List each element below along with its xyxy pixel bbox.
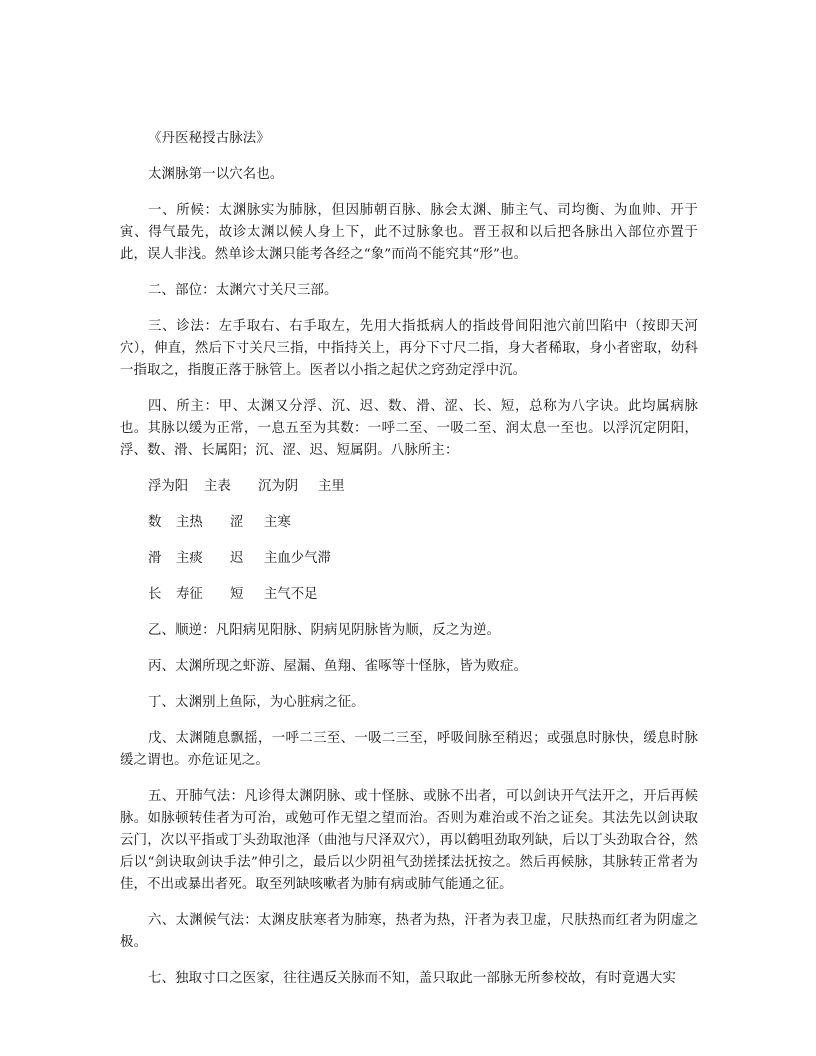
paragraph-7: 丁、太渊别上鱼际，为心脏病之征。 <box>148 695 365 710</box>
pulse-row <box>148 548 698 570</box>
paragraph-6: 丙、太渊所现之虾游、屋漏、鱼翔、雀啄等十怪脉，皆为败症。 <box>148 659 528 674</box>
paragraph-10: 六、太渊候气法：太渊皮肤寒者为肺寒，热者为热，汗者为表卫虚，尺肤热而红者为阴虚之极。 <box>120 913 698 950</box>
paragraph-3: 三、诊法：左手取右、右手取左，先用大指抵病人的指歧骨间阳池穴前凹陷中（按即天河穴），伸直，然后下寸关尺三指，中指持关上，再分下寸尺二指，身大者稀取，身小者密取，幼科一指取之，指腹正落于脉管上。医者以小指之起伏之窍劲定浮中沉。 <box>120 319 698 378</box>
pulse-meaning: 主表 <box>204 479 231 494</box>
pulse-name: 沉为阴 <box>258 479 299 494</box>
pulse-meaning: 主痰 <box>176 551 203 566</box>
paragraph-1: 一、所候：太渊脉实为肺脉，但因肺朝百脉、脉会太渊、肺主气、司均衡、为血帅、开于寅、得气最先，故诊太渊以候人身上下，此不过脉象也。晋王叔和以后把各脉出入部位亦置于此，误人非浅。然单诊太渊只能考各经之“象”而尚不能究其“形”也。 <box>120 203 698 262</box>
paragraph-9: 五、开肺气法：凡诊得太渊阴脉、或十怪脉、或脉不出者，可以剑诀开气法开之，开后再候脉。如脉顿转佳者为可治，或勉可作无望之望而治。否则为难治或不治之证矣。其法先以剑诀取云门，次以平指或丁头劲取池泽（曲池与尺泽双穴），再以鹤咀劲取列缺，后以丁头劲取合谷，然后以“剑诀取剑诀手法”伸引之，最后以少阴祖气劲搓揉法抚按之。然后再候脉，其脉转正常者为佳，不出或暴出者死。取至列缺咳嗽者为肺有病或肺气能通之征。 <box>120 789 698 892</box>
pulse-name: 浮为阳 <box>148 479 189 494</box>
paragraph-4: 四、所主：甲、太渊又分浮、沉、迟、数、滑、涩、长、短，总称为八字诀。此均属病脉也。其脉以缓为正常，一息五至为其数：一呼二至、一吸二至、润太息一至也。以浮沉定阴阳，浮、数、滑、长属阳；沉、涩、迟、短属阴。八脉所主： <box>120 399 698 458</box>
pulse-row <box>148 512 698 534</box>
paragraph-5: 乙、顺逆：凡阳病见阳脉、阴病见阴脉皆为顺，反之为逆。 <box>148 623 501 638</box>
pulse-name: 短 <box>230 587 244 602</box>
paragraph-11: 七、独取寸口之医家，往往遇反关脉而不知，盖只取此一部脉无所参校故，有时竟遇大实 <box>148 971 677 986</box>
pulse-name: 长 <box>148 587 162 602</box>
pulse-meaning: 主气不足 <box>264 587 318 602</box>
pulse-meaning: 主里 <box>318 479 345 494</box>
document-page <box>120 128 698 1004</box>
pulse-name: 涩 <box>230 515 244 530</box>
pulse-name: 迟 <box>230 551 244 566</box>
pulse-meaning: 主热 <box>176 515 203 530</box>
pulse-row <box>148 476 698 498</box>
paragraph-8: 戊、太渊随息飘摇，一呼二三至、一吸二三至，呼吸间脉至稍迟；或强息时脉快，缓息时脉缓之谓也。亦危证见之。 <box>120 731 698 768</box>
pulse-name: 数 <box>148 515 162 530</box>
pulse-meaning: 寿征 <box>176 587 203 602</box>
section-heading: 太渊脉第一以穴名也。 <box>148 167 284 182</box>
pulse-row <box>148 584 698 606</box>
document-title: 《丹医秘授古脉法》 <box>148 131 270 146</box>
pulse-meaning: 主血少气滞 <box>264 551 331 566</box>
pulse-meaning: 主寒 <box>264 515 291 530</box>
pulse-name: 滑 <box>148 551 162 566</box>
paragraph-2: 二、部位：太渊穴寸关尺三部。 <box>148 283 338 298</box>
